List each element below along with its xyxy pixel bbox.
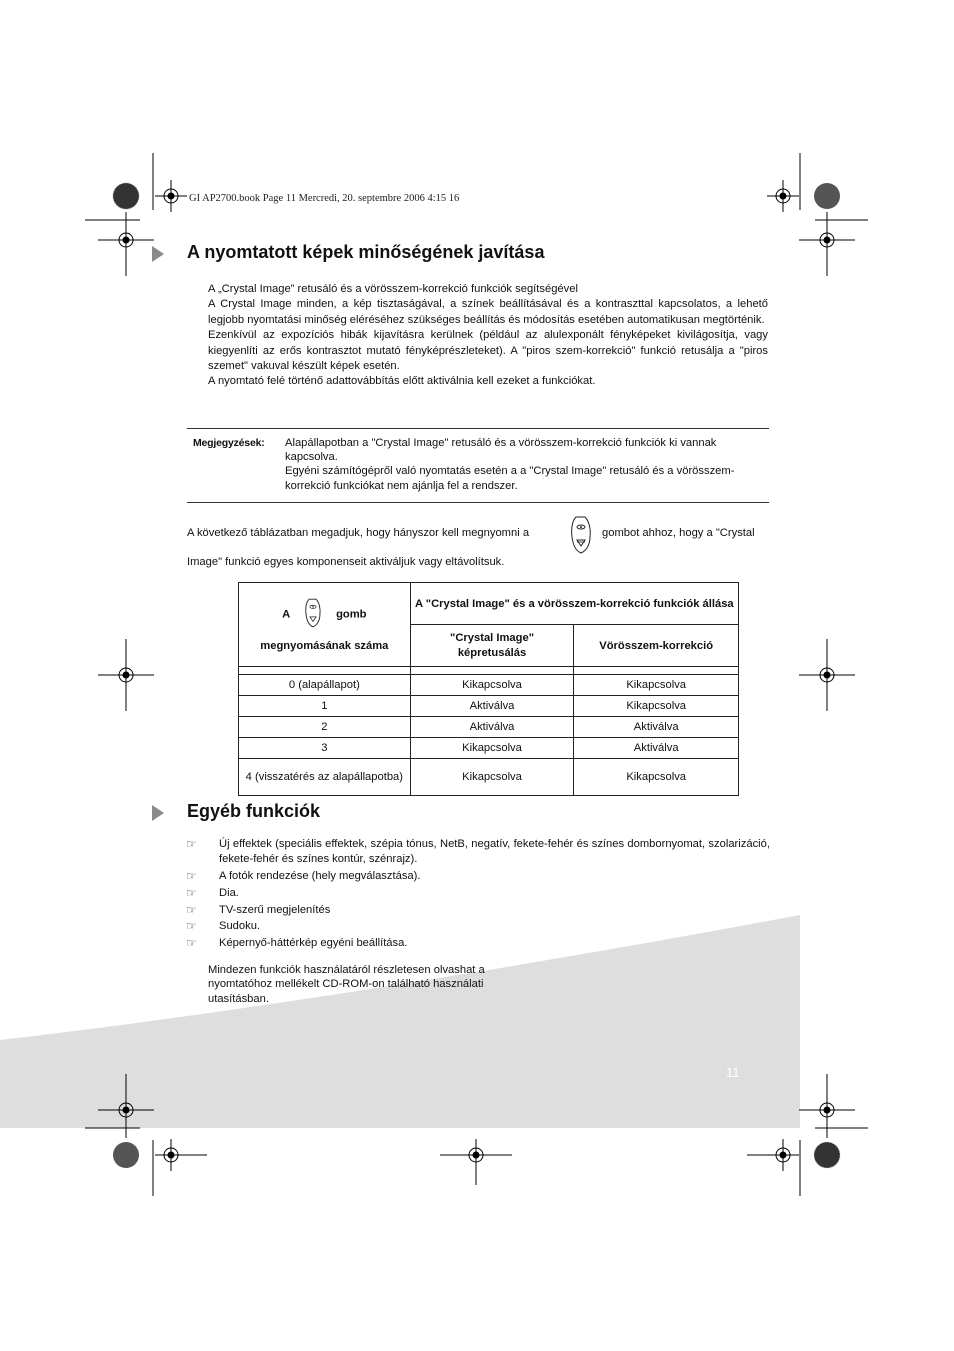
col-header-gomb: gomb [336,608,367,621]
note-line: Alapállapotban a "Crystal Image" retusáló és a vörösszem-korrekció funkciók ki vannak kapcsolva. [285,437,717,464]
note-bottom-rule [187,502,769,503]
section-title: A nyomtatott képek minőségének javítása [187,242,545,262]
intro-sentence-start: A következő táblázatban megadjuk, hogy hányszor kell megnyomni a [187,527,530,539]
pointing-hand-icon: ☞ [186,837,197,851]
cell-crystal: Aktiválva [410,696,574,717]
list-item [186,936,770,951]
paragraph: Ezenkívül az expozíciós hibák kijavításra kerülnek (például az alulexponált fényképeket kivilágosítja, vagy kiegyenlíti az erős kontrasztot mutató fényképrészleteket). A "piros szem-korrekció" funkció retusálja a "piros szemet" vakuval készült képek esetén. [208,329,768,373]
cell-count: 3 [239,738,411,759]
note-label: Megjegyzések: [193,437,265,449]
book-info-header: GI AP2700.book Page 11 Mercredi, 20. septembre 2006 4:15 16 [189,193,460,204]
col-header-crystal: "Crystal Image" képretusálás [410,625,574,667]
section-title: Egyéb funkciók [187,801,321,821]
crystal-button-icon [303,597,323,632]
cell-count: 1 [239,696,411,717]
cell-redeye: Aktiválva [574,738,739,759]
col-header-press-count [239,583,411,667]
cell-redeye: Kikapcsolva [574,696,739,717]
paragraph: A Crystal Image minden, a kép tisztaságával, a színek beállításával és a kontraszttal kapcsolatos, a lehető legjobb nyomtatási minőség eléréséhez szükséges beállítás és módosítás esetében automatikusan megtörténik. [208,298,768,326]
crystal-image-table [238,582,739,796]
page-number: 11 [726,1065,740,1080]
cell-redeye: Aktiválva [574,717,739,738]
list-item [186,869,770,884]
list-item [186,903,770,918]
pointing-hand-icon: ☞ [186,935,197,950]
table-row [239,717,739,738]
list-item-text: Dia. [219,886,239,899]
cell-count: 2 [239,717,411,738]
pointing-hand-icon: ☞ [186,885,197,900]
pointing-hand-icon: ☞ [186,869,197,884]
cell-count: 0 (alapállapot) [239,675,411,696]
cell-crystal: Kikapcsolva [410,759,574,796]
cell-crystal: Kikapcsolva [410,738,574,759]
pointing-hand-icon: ☞ [186,902,197,917]
list-item [186,919,770,934]
closing-text: Mindezen funkciók használatáról részletesen olvashat a nyomtatóhoz mellékelt CD-ROM-on található használati utasításban. [208,964,485,1005]
col-header-redeye: Vörösszem-korrekció [574,625,739,667]
cell-crystal: Kikapcsolva [410,675,574,696]
table-row [239,738,739,759]
table-row [239,675,739,696]
table-row [239,696,739,717]
paragraph: A nyomtató felé történő adattovábbítás előtt aktiválnia kell ezeket a funkciókat. [208,375,596,388]
cell-redeye: Kikapcsolva [574,675,739,696]
note-top-rule [187,428,769,429]
cell-redeye: Kikapcsolva [574,759,739,796]
pointing-hand-icon: ☞ [186,919,197,934]
section-arrow-icon [152,805,164,821]
list-item-text: Képernyő-háttérkép egyéni beállítása. [219,936,408,949]
cell-count: 4 (visszatérés az alapállapotba) [239,759,411,796]
cell-crystal: Aktiválva [410,717,574,738]
intro-sentence-end: gombot ahhoz, hogy a "Crystal [602,527,755,539]
feature-list [186,837,770,953]
table-row [239,759,739,796]
col-header-press-label: megnyomásának száma [260,640,389,652]
list-item [186,837,770,868]
list-item-text: Új effektek (speciális effektek, szépia tónus, NetB, negatív, fekete-fehér és színes dombornyomat, szolarizáció, fekete-fehér és színes kontúr, szénrajz). [219,838,770,866]
list-item-text: TV-szerű megjelenítés [219,903,331,916]
list-item-text: Sudoku. [219,920,261,933]
intro-paragraphs [208,282,768,390]
crystal-button-icon [568,515,594,560]
group-header: A "Crystal Image" és a vörösszem-korrekció funkciók állása [410,583,738,625]
col-header-a: A [282,608,290,621]
list-item-text: A fotók rendezése (hely megválasztása). [219,870,421,883]
list-item [186,886,770,901]
note-text [285,436,767,493]
intro-sentence-line2: Image" funkció egyes komponenseit aktiváljuk vagy eltávolítsuk. [187,556,505,568]
note-line: Egyéni számítógépről való nyomtatás esetén a a "Crystal Image" retusáló és a vörösszem-korrekció funkciókat nem ajánlja fel a rendszer. [285,465,735,492]
section-arrow-icon [152,246,164,262]
closing-paragraph [208,963,528,1006]
paragraph: A „Crystal Image” retusáló és a vörösszem-korrekció funkciók segítségével [208,283,578,295]
